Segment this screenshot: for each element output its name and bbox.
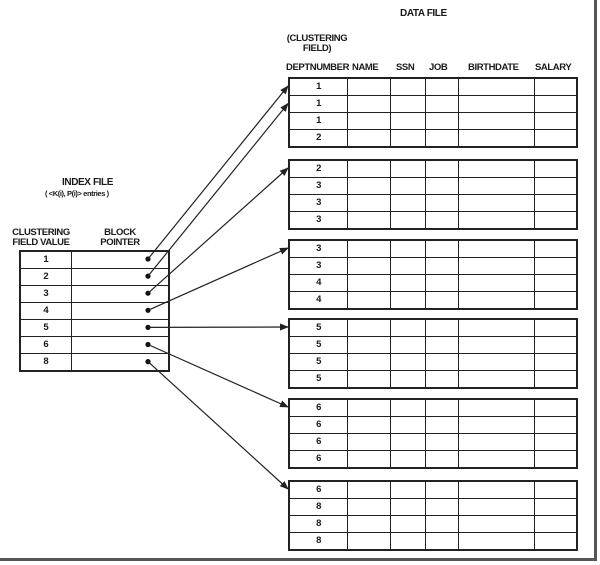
field-cell <box>348 451 391 469</box>
index-key-cell: 1 <box>20 251 72 269</box>
record-row <box>289 178 577 195</box>
field-cell <box>348 499 391 516</box>
index-key-cell: 6 <box>20 337 72 354</box>
record-row <box>289 337 577 354</box>
deptnumber-cell: 4 <box>289 292 348 310</box>
index-file-title: INDEX FILE <box>62 177 114 188</box>
field-cell <box>459 275 535 292</box>
block-pointer-cell <box>72 337 170 354</box>
index-entry <box>20 303 169 320</box>
block-pointer-cell <box>72 354 170 372</box>
field-cell <box>459 130 535 148</box>
index-table <box>19 250 170 372</box>
block-pointer-cell <box>72 303 170 320</box>
field-cell <box>426 434 459 451</box>
field-cell <box>426 533 459 551</box>
index-file-subtitle: ( <K(i), P(i)> entries ) <box>45 189 109 198</box>
field-cell <box>535 275 577 292</box>
field-cell <box>426 516 459 533</box>
field-cell <box>426 130 459 148</box>
field-cell <box>391 275 426 292</box>
field-cell <box>535 212 577 230</box>
index-col1-line1: CLUSTERING <box>12 227 70 238</box>
field-cell <box>426 212 459 230</box>
field-cell <box>459 319 535 337</box>
data-block <box>288 318 578 389</box>
field-cell <box>459 417 535 434</box>
field-cell <box>391 195 426 212</box>
field-cell <box>426 451 459 469</box>
field-cell <box>426 275 459 292</box>
field-cell <box>426 371 459 389</box>
index-entry <box>20 337 169 354</box>
field-cell <box>348 371 391 389</box>
field-cell <box>535 240 577 258</box>
field-cell <box>391 178 426 195</box>
record-row <box>289 319 577 337</box>
clustering-note-line1: (CLUSTERING <box>286 33 348 44</box>
block-pointer-cell <box>72 269 170 286</box>
field-cell <box>348 113 391 130</box>
index-key-cell: 3 <box>20 286 72 303</box>
field-cell <box>535 178 577 195</box>
deptnumber-cell: 5 <box>289 354 348 371</box>
col-header-salary: SALARY <box>535 62 572 73</box>
field-cell <box>391 160 426 178</box>
field-cell <box>459 113 535 130</box>
record-row <box>289 354 577 371</box>
deptnumber-cell: 8 <box>289 499 348 516</box>
field-cell <box>459 354 535 371</box>
deptnumber-cell: 8 <box>289 516 348 533</box>
col-header-job: JOB <box>429 62 448 73</box>
record-row <box>289 160 577 178</box>
data-block <box>288 480 578 551</box>
index-key-cell: 5 <box>20 320 72 337</box>
field-cell <box>426 258 459 275</box>
field-cell <box>391 516 426 533</box>
field-cell <box>459 178 535 195</box>
record-row <box>289 113 577 130</box>
field-cell <box>459 195 535 212</box>
record-row <box>289 130 577 148</box>
record-row <box>289 516 577 533</box>
col-header-name: NAME <box>352 62 379 73</box>
field-cell <box>391 481 426 499</box>
data-block <box>288 159 578 230</box>
record-row <box>289 434 577 451</box>
field-cell <box>426 481 459 499</box>
field-cell <box>391 319 426 337</box>
field-cell <box>426 178 459 195</box>
field-cell <box>348 417 391 434</box>
data-block <box>288 77 578 148</box>
field-cell <box>535 96 577 113</box>
record-row <box>289 451 577 469</box>
field-cell <box>459 96 535 113</box>
record-row <box>289 371 577 389</box>
field-cell <box>535 195 577 212</box>
block-pointer-cell <box>72 286 170 303</box>
field-cell <box>348 292 391 310</box>
data-file-title: DATA FILE <box>400 8 447 19</box>
field-cell <box>391 533 426 551</box>
record-row <box>289 240 577 258</box>
record-row <box>289 275 577 292</box>
field-cell <box>348 178 391 195</box>
record-row <box>289 417 577 434</box>
index-entry <box>20 320 169 337</box>
field-cell <box>459 399 535 417</box>
field-cell <box>426 319 459 337</box>
field-cell <box>535 451 577 469</box>
field-cell <box>391 130 426 148</box>
index-entry <box>20 286 169 303</box>
field-cell <box>535 481 577 499</box>
field-cell <box>348 481 391 499</box>
field-cell <box>459 516 535 533</box>
deptnumber-cell: 8 <box>289 533 348 551</box>
field-cell <box>535 434 577 451</box>
deptnumber-cell: 1 <box>289 113 348 130</box>
field-cell <box>459 292 535 310</box>
field-cell <box>348 240 391 258</box>
deptnumber-cell: 3 <box>289 178 348 195</box>
index-entry <box>20 251 169 269</box>
field-cell <box>348 516 391 533</box>
field-cell <box>426 399 459 417</box>
record-row <box>289 78 577 96</box>
field-cell <box>426 113 459 130</box>
field-cell <box>535 371 577 389</box>
field-cell <box>459 499 535 516</box>
field-cell <box>426 337 459 354</box>
index-entry <box>20 269 169 286</box>
field-cell <box>535 354 577 371</box>
index-col1-line2: FIELD VALUE <box>12 237 70 248</box>
deptnumber-cell: 6 <box>289 481 348 499</box>
field-cell <box>535 292 577 310</box>
field-cell <box>391 434 426 451</box>
field-cell <box>459 451 535 469</box>
record-row <box>289 96 577 113</box>
field-cell <box>348 96 391 113</box>
record-row <box>289 258 577 275</box>
deptnumber-cell: 6 <box>289 399 348 417</box>
field-cell <box>348 354 391 371</box>
field-cell <box>391 499 426 516</box>
index-key-cell: 4 <box>20 303 72 320</box>
field-cell <box>426 240 459 258</box>
field-cell <box>459 337 535 354</box>
index-col2-line2: POINTER <box>100 237 140 248</box>
field-cell <box>391 354 426 371</box>
field-cell <box>391 337 426 354</box>
field-cell <box>348 337 391 354</box>
field-cell <box>459 78 535 96</box>
record-row <box>289 212 577 230</box>
field-cell <box>348 434 391 451</box>
record-row <box>289 195 577 212</box>
deptnumber-cell: 1 <box>289 96 348 113</box>
field-cell <box>391 371 426 389</box>
deptnumber-cell: 3 <box>289 195 348 212</box>
record-row <box>289 399 577 417</box>
field-cell <box>348 275 391 292</box>
field-cell <box>391 96 426 113</box>
field-cell <box>535 319 577 337</box>
field-cell <box>348 130 391 148</box>
deptnumber-cell: 5 <box>289 319 348 337</box>
index-col-block-pointer <box>95 228 145 248</box>
deptnumber-cell: 5 <box>289 337 348 354</box>
field-cell <box>348 212 391 230</box>
col-header-birthdate: BIRTHDATE <box>468 62 519 73</box>
field-cell <box>426 354 459 371</box>
field-cell <box>535 499 577 516</box>
field-cell <box>348 399 391 417</box>
deptnumber-cell: 1 <box>289 78 348 96</box>
deptnumber-cell: 2 <box>289 160 348 178</box>
clustering-field-note <box>282 34 352 54</box>
field-cell <box>391 292 426 310</box>
field-cell <box>535 113 577 130</box>
field-cell <box>535 78 577 96</box>
field-cell <box>391 399 426 417</box>
field-cell <box>535 160 577 178</box>
field-cell <box>391 113 426 130</box>
field-cell <box>391 240 426 258</box>
col-header-ssn: SSN <box>396 62 415 73</box>
deptnumber-cell: 6 <box>289 451 348 469</box>
field-cell <box>391 78 426 96</box>
field-cell <box>459 481 535 499</box>
field-cell <box>426 78 459 96</box>
field-cell <box>348 195 391 212</box>
data-block <box>288 398 578 469</box>
field-cell <box>391 258 426 275</box>
deptnumber-cell: 3 <box>289 258 348 275</box>
field-cell <box>426 499 459 516</box>
field-cell <box>426 96 459 113</box>
field-cell <box>391 417 426 434</box>
col-header-deptnumber: DEPTNUMBER <box>286 62 350 73</box>
field-cell <box>535 417 577 434</box>
field-cell <box>391 451 426 469</box>
deptnumber-cell: 3 <box>289 240 348 258</box>
index-col2-line1: BLOCK <box>104 227 136 238</box>
deptnumber-cell: 5 <box>289 371 348 389</box>
clustering-note-line2: FIELD) <box>302 43 332 54</box>
deptnumber-cell: 6 <box>289 434 348 451</box>
field-cell <box>426 417 459 434</box>
field-cell <box>348 533 391 551</box>
field-cell <box>459 258 535 275</box>
field-cell <box>426 292 459 310</box>
block-pointer-cell <box>72 251 170 269</box>
field-cell <box>348 78 391 96</box>
field-cell <box>459 371 535 389</box>
record-row <box>289 499 577 516</box>
field-cell <box>535 130 577 148</box>
field-cell <box>459 212 535 230</box>
deptnumber-cell: 2 <box>289 130 348 148</box>
field-cell <box>459 160 535 178</box>
field-cell <box>348 160 391 178</box>
block-pointer-cell <box>72 320 170 337</box>
index-entry <box>20 354 169 372</box>
field-cell <box>426 160 459 178</box>
field-cell <box>459 533 535 551</box>
field-cell <box>535 337 577 354</box>
deptnumber-cell: 3 <box>289 212 348 230</box>
field-cell <box>348 258 391 275</box>
field-cell <box>459 240 535 258</box>
field-cell <box>348 319 391 337</box>
record-row <box>289 533 577 551</box>
deptnumber-cell: 6 <box>289 417 348 434</box>
field-cell <box>535 399 577 417</box>
index-col-clustering-value <box>8 228 74 248</box>
index-key-cell: 2 <box>20 269 72 286</box>
field-cell <box>426 195 459 212</box>
data-block <box>288 239 578 310</box>
field-cell <box>391 212 426 230</box>
deptnumber-cell: 4 <box>289 275 348 292</box>
record-row <box>289 292 577 310</box>
record-row <box>289 481 577 499</box>
field-cell <box>535 533 577 551</box>
index-key-cell: 8 <box>20 354 72 372</box>
field-cell <box>535 258 577 275</box>
field-cell <box>459 434 535 451</box>
field-cell <box>535 516 577 533</box>
